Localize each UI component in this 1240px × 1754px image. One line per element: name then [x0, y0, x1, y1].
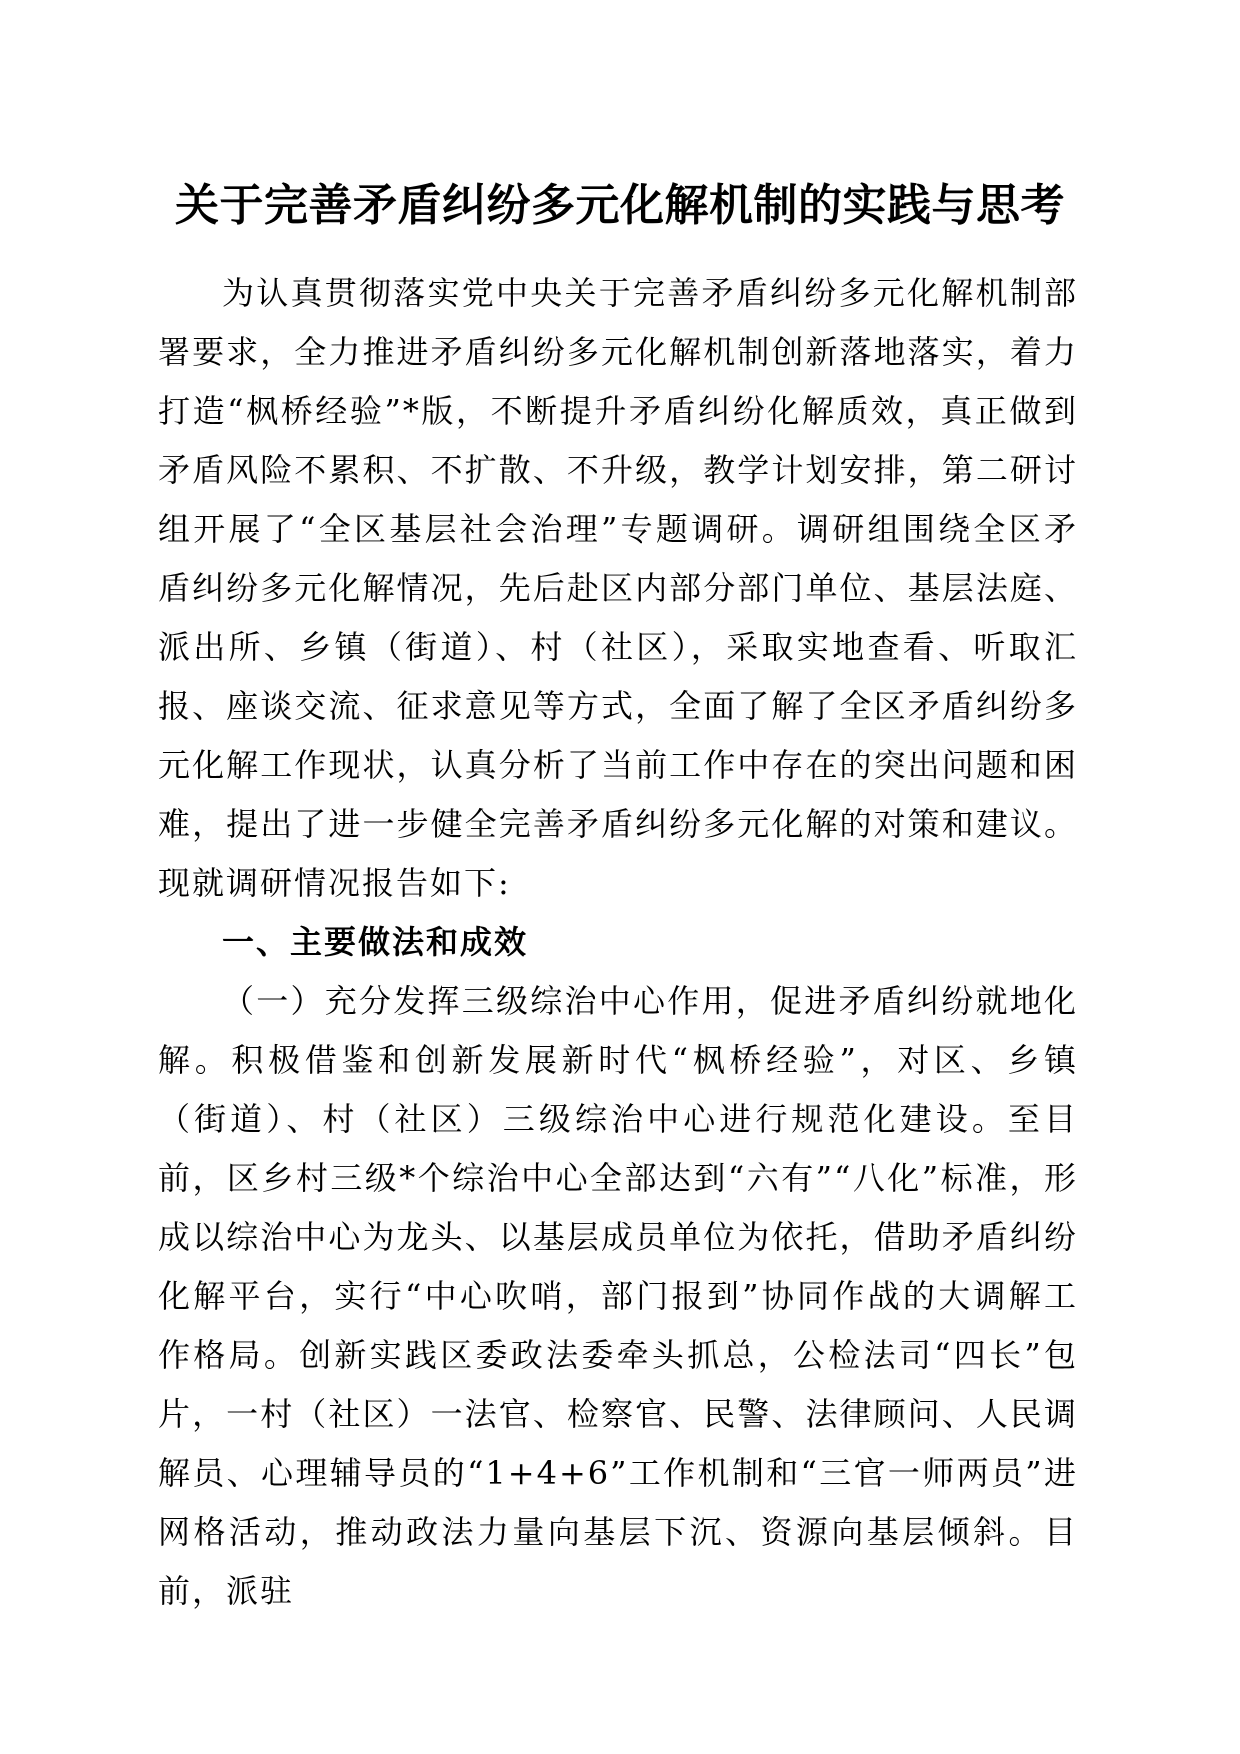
section-heading: 一、主要做法和成效 [222, 923, 529, 961]
document-title: 关于完善矛盾纠纷多元化解机制的实践与思考 [175, 180, 1065, 231]
document-body [158, 264, 1078, 1621]
intro-paragraph: 为认真贯彻落实党中央关于完善矛盾纠纷多元化解机制部署要求，全力推进矛盾纠纷多元化解机制创新落地落实，着力打造“枫桥经验”*版，不断提升矛盾纠纷化解质效，真正做到矛盾风险不累积、不扩散、不升级，教学计划安排，第二研讨组开展了“全区基层社会治理”专题调研。调研组围绕全区矛盾纠纷多元化解情况，先后赴区内部分部门单位、基层法庭、派出所、乡镇（街道）、村（社区），采取实地查看、听取汇报、座谈交流、征求意见等方式，全面了解了全区矛盾纠纷多元化解工作现状，认真分析了当前工作中存在的突出问题和困难，提出了进一步健全完善矛盾纠纷多元化解的对策和建议。现就调研情况报告如下: [158, 274, 1078, 902]
section-paragraph: （一）充分发挥三级综治中心作用，促进矛盾纠纷就地化解。积极借鉴和创新发展新时代“枫桥经验”，对区、乡镇（街道）、村（社区）三级综治中心进行规范化建设。至目前，区乡村三级*个综治中心全部达到“六有”“八化”标准，形成以综治中心为龙头、以基层成员单位为依托，借助矛盾纠纷化解平台，实行“中心吹哨，部门报到”协同作战的大调解工作格局。创新实践区委政法委牵头抓总，公检法司“四长”包片，一村（社区）一法官、检察官、民警、法律顾问、人民调解员、心理辅导员的“1+4+6”工作机制和“三官一师两员”进网格活动，推动政法力量向基层下沉、资源向基层倾斜。目前，派驻 [158, 982, 1078, 1610]
